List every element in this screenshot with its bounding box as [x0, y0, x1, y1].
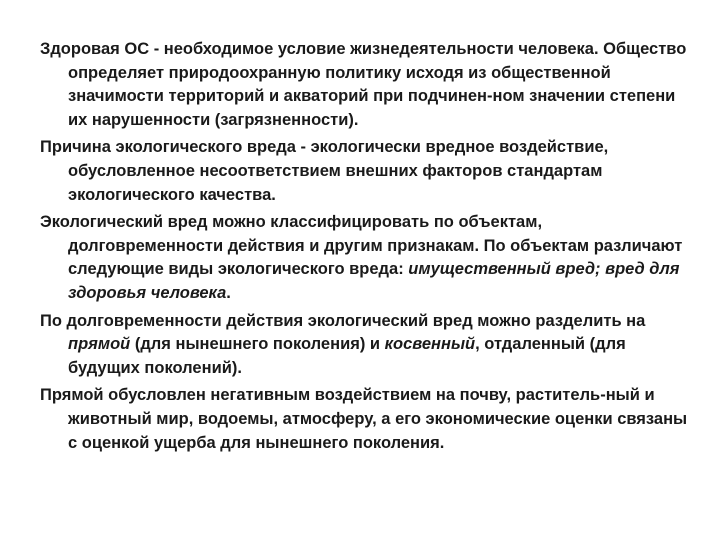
paragraph-harm-duration	[40, 310, 690, 381]
paragraph-text: (для нынешнего поколения) и	[130, 335, 385, 354]
paragraph-text: , отдаленный (для будущих поколений).	[68, 335, 626, 377]
paragraph-text-italic: косвенный	[384, 335, 476, 354]
paragraph-text: Причина экологического вреда - экологически вредное воздействие, обусловленное несоответствием внешних факторов стандартам экологического качества.	[40, 138, 609, 204]
paragraph-text: Экологический вред можно классифицировать по объектам, долговременности действия и другим признакам. По объектам различают следующие виды экологического вреда:	[40, 213, 683, 279]
paragraph-harm-classification	[40, 211, 690, 305]
paragraph-text: .	[226, 283, 231, 302]
paragraph-text: По долговременности действия экологический вред можно разделить на	[40, 311, 646, 330]
paragraph-text-italic: имущественный вред; вред для здоровья человека	[68, 260, 680, 302]
paragraph-text: Здоровая ОС - необходимое условие жизнедеятельности человека. Общество определяет природоохранную политику исходя из общественной значимости территорий и акваторий при подчинен-ном значении степени их нарушенности (загрязненности).	[40, 40, 687, 129]
paragraph-harm-cause	[40, 136, 690, 207]
paragraph-text-italic: прямой	[68, 335, 131, 354]
paragraph-healthy-environment	[40, 38, 690, 132]
paragraph-text: Прямой обусловлен негативным воздействием на почву, раститель-ный и животный мир, водоемы, атмосферу, а его экономические оценки связаны с оценкой ущерба для нынешнего поколения.	[40, 386, 688, 452]
paragraph-direct-harm	[40, 384, 690, 455]
slide-body	[40, 38, 690, 459]
